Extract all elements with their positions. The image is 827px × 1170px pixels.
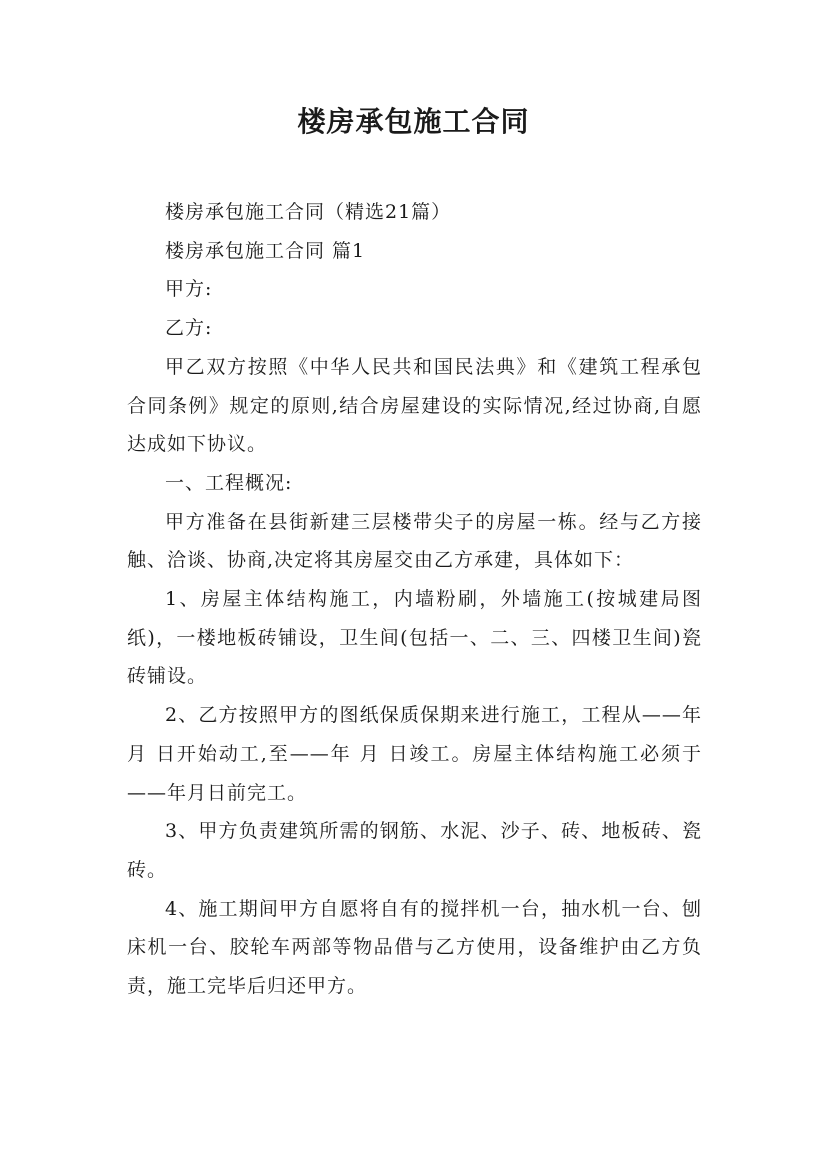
paragraph-party-b: 乙方: — [165, 317, 213, 340]
paragraph-item-3: 3、甲方负责建筑所需的钢筋、水泥、沙子、砖、地板砖、瓷砖。 — [127, 820, 702, 881]
paragraph-party-a: 甲方: — [165, 278, 213, 301]
paragraph-preamble: 甲乙双方按照《中华人民共和国民法典》和《建筑工程承包合同条例》规定的原则,结合房屋建设的实际情况,经过协商,自愿达成如下协议。 — [127, 355, 702, 456]
paragraph-section-heading: 楼房承包施工合同 篇1 — [165, 239, 366, 262]
paragraph-subtitle: 楼房承包施工合同（精选21篇） — [165, 201, 452, 223]
paragraph-heading-overview: 一、工程概况: — [165, 471, 293, 494]
document-body — [127, 193, 702, 1006]
paragraph-item-4: 4、施工期间甲方自愿将自有的搅拌机一台，抽水机一台、刨床机一台、胶轮车两部等物品借与乙方使用，设备维护由乙方负责，施工完毕后归还甲方。 — [127, 897, 702, 998]
paragraph-item-2: 2、乙方按照甲方的图纸保质保期来进行施工，工程从——年 月 日开始动工,至——年 月 日竣工。房屋主体结构施工必须于——年月日前完工。 — [127, 704, 702, 804]
document-title: 楼房承包施工合同 — [297, 105, 530, 138]
paragraph-item-1: 1、房屋主体结构施工，内墙粉刷，外墙施工(按城建局图纸)，一楼地板砖铺设，卫生间(包括一、二、三、四楼卫生间)瓷砖铺设。 — [127, 588, 702, 688]
paragraph-overview: 甲方准备在县街新建三层楼带尖子的房屋一栋。经与乙方接触、洽谈、协商,决定将其房屋交由乙方承建，具体如下： — [127, 510, 702, 572]
